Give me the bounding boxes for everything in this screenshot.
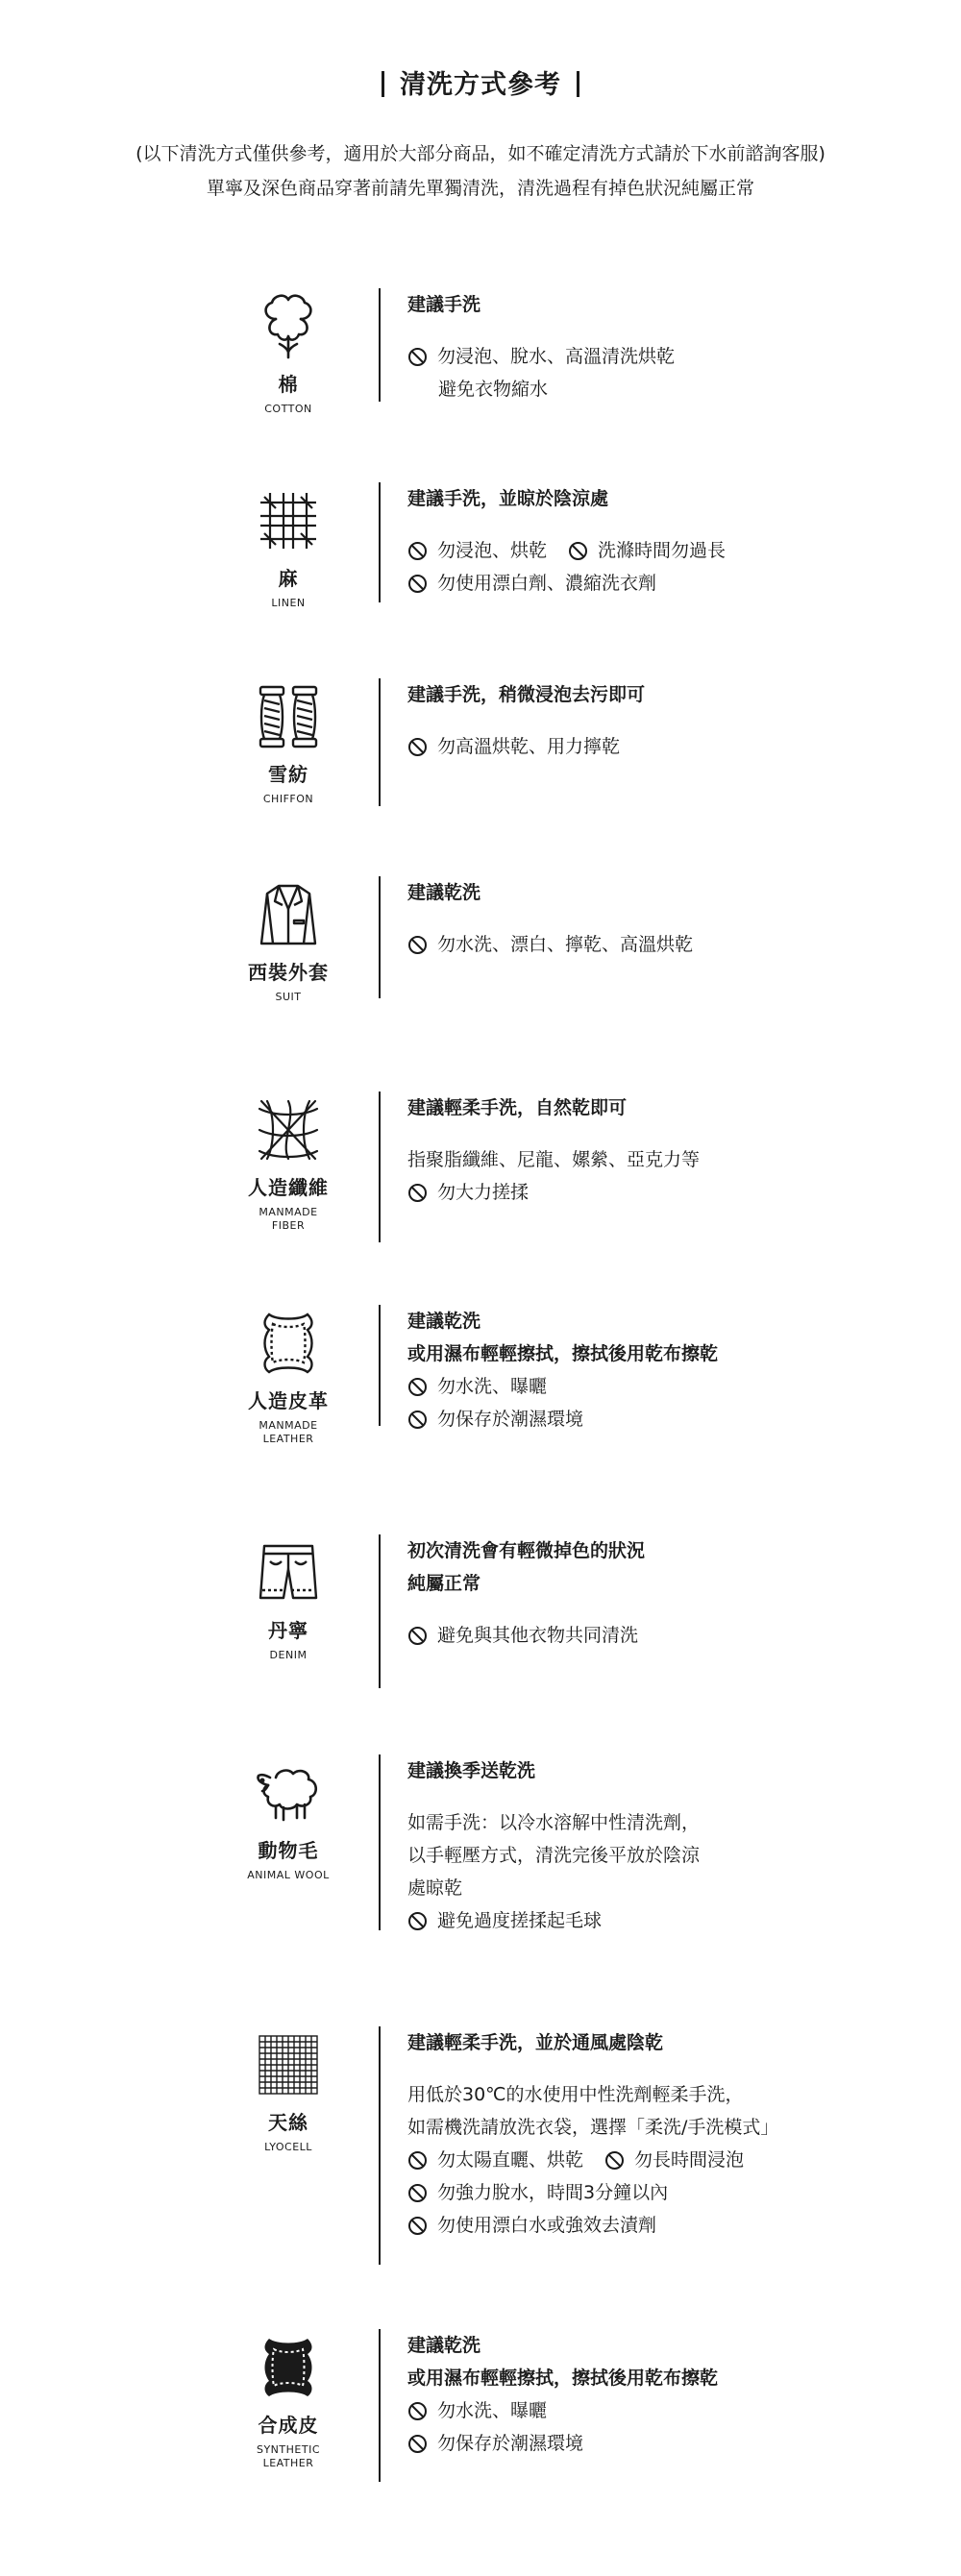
- divider-line: [379, 288, 381, 402]
- care-heading: 初次清洗會有輕微掉色的狀況: [407, 1540, 646, 1561]
- prohibition-text: 避免過度搓揉起毛球: [437, 1910, 603, 1931]
- prohibition-item: [407, 2209, 656, 2242]
- material-section: [0, 288, 961, 415]
- prohibition-line: [407, 567, 907, 600]
- prohibited-icon: [407, 541, 428, 561]
- leather-hide-icon: [250, 1305, 327, 1382]
- divider-line: [379, 2026, 381, 2265]
- material-section: [0, 1754, 961, 1930]
- material-section: [0, 678, 961, 806]
- intro-line: (以下清洗方式僅供參考，適用於大部分商品，如不確定清洗方式請於下水前諮詢客服): [136, 143, 825, 164]
- material-name-en-line: DENIM: [269, 1649, 308, 1661]
- care-heading: 建議乾洗: [407, 1311, 481, 1332]
- material-name-en: [271, 597, 305, 610]
- prohibition-text: 勿水洗、曝曬: [437, 2400, 548, 2421]
- care-instructions: [407, 288, 907, 405]
- prohibition-text: 勿浸泡、烘乾: [437, 540, 548, 561]
- spacer: [407, 1787, 907, 1806]
- care-instructions: [407, 1754, 907, 1937]
- care-instructions: [407, 2026, 907, 2242]
- prohibited-icon: [407, 347, 428, 367]
- divider-line: [379, 876, 381, 998]
- prohibition-item: [407, 1619, 638, 1652]
- divider-line: [379, 2329, 381, 2482]
- divider-line: [379, 482, 381, 602]
- synthetic-leather-icon: [250, 2329, 327, 2406]
- prohibition-item: [407, 1403, 583, 1435]
- prohibition-line: [407, 2427, 907, 2460]
- prohibition-text: 避免與其他衣物共同清洗: [437, 1625, 639, 1646]
- care-heading: 建議換季送乾洗: [407, 1760, 536, 1781]
- spacer: [407, 515, 907, 534]
- material-name-en: [247, 1869, 329, 1882]
- prohibition-line: [407, 928, 907, 961]
- material-name-en-line: FIBER: [271, 1219, 306, 1232]
- care-heading: 建議手洗: [407, 294, 481, 315]
- prohibition-text: 勿保存於潮濕環境: [437, 1409, 584, 1430]
- prohibition-text: 勿太陽直曬、烘乾: [437, 2149, 584, 2171]
- prohibition-line: [407, 1619, 907, 1652]
- material-name-en: [264, 2141, 312, 2154]
- care-text: 如需機洗請放洗衣袋，選擇「柔洗/手洗模式」: [407, 2117, 779, 2138]
- care-heading: 建議輕柔手洗，並於通風處陰乾: [407, 2032, 664, 2053]
- intro: [0, 136, 961, 206]
- page-title-text: 清洗方式參考: [400, 70, 561, 100]
- prohibition-text: 勿水洗、漂白、擰乾、高溫烘乾: [437, 934, 694, 955]
- material-icon-column: [221, 288, 356, 416]
- chiffon-thread-icon: [250, 678, 327, 755]
- material-name-en: [264, 403, 311, 416]
- prohibition-item: [407, 928, 693, 961]
- care-heading: 建議乾洗: [407, 882, 481, 903]
- prohibited-icon: [407, 2183, 428, 2203]
- prohibition-item: [604, 2144, 744, 2176]
- prohibition-item: [407, 2394, 547, 2427]
- material-name-en-line: MANMADE: [259, 1419, 318, 1432]
- divider-line: [379, 1305, 381, 1426]
- prohibition-line: [407, 730, 907, 763]
- material-name: 丹寧: [268, 1619, 308, 1642]
- care-text: 指聚脂纖維、尼龍、嫘縈、亞克力等: [407, 1149, 701, 1170]
- material-name-en-line: LEATHER: [262, 1433, 314, 1445]
- prohibition-line: [407, 1904, 907, 1937]
- prohibition-text: 勿保存於潮濕環境: [437, 2433, 584, 2454]
- care-instructions: [407, 1534, 907, 1652]
- material-name-en-line: SUIT: [275, 991, 302, 1003]
- material-name-en-line: MANMADE: [259, 1206, 318, 1218]
- material-name: 人造纖維: [248, 1176, 329, 1199]
- material-name-en: [270, 1649, 308, 1662]
- care-heading: 建議輕柔手洗，自然乾即可: [407, 1097, 628, 1118]
- care-text: 如需手洗：以冷水溶解中性清洗劑，: [407, 1812, 701, 1833]
- prohibited-icon: [604, 2150, 625, 2171]
- prohibition-text: 勿高溫烘乾、用力擰乾: [437, 736, 621, 757]
- prohibition-text: 勿使用漂白水或強效去漬劑: [437, 2215, 657, 2236]
- linen-icon: [250, 482, 327, 559]
- prohibition-text: 洗滌時間勿過長: [598, 540, 727, 561]
- material-icon-column: [221, 1534, 356, 1662]
- care-instructions: [407, 2329, 907, 2460]
- material-section: [0, 1092, 961, 1242]
- divider-line: [379, 1754, 381, 1930]
- prohibition-item: [407, 567, 656, 600]
- prohibited-icon: [407, 935, 428, 955]
- care-text: 以手輕壓方式，清洗完後平放於陰涼: [407, 1845, 701, 1866]
- care-instructions: [407, 1092, 907, 1209]
- material-name-en-line: ANIMAL WOOL: [247, 1869, 330, 1881]
- material-name-en-line: LINEN: [271, 597, 306, 609]
- prohibition-item: [407, 2427, 583, 2460]
- prohibition-text: 勿浸泡、脫水、高溫清洗烘乾: [437, 346, 676, 367]
- prohibition-item: [407, 2176, 668, 2209]
- prohibited-icon: [407, 2150, 428, 2171]
- material-name: 棉: [278, 373, 299, 396]
- prohibition-line: [407, 2209, 907, 2242]
- care-instructions: [407, 482, 907, 600]
- material-icon-column: [221, 678, 356, 806]
- care-text: 避免衣物縮水: [438, 379, 549, 400]
- prohibited-icon: [407, 1626, 428, 1646]
- material-name: 人造皮革: [248, 1389, 329, 1412]
- prohibited-icon: [407, 2434, 428, 2454]
- material-name: 雪紡: [268, 763, 308, 786]
- prohibition-item: [407, 1176, 529, 1209]
- material-icon-column: [221, 2026, 356, 2154]
- care-heading: 或用濕布輕輕擦拭，擦拭後用乾布擦乾: [407, 1343, 719, 1364]
- material-icon-column: [221, 876, 356, 1004]
- prohibition-item: [407, 534, 547, 567]
- material-icon-column: [221, 2329, 356, 2470]
- material-icon-column: [221, 1754, 356, 1882]
- spacer: [407, 321, 907, 340]
- lyocell-weave-icon: [250, 2026, 327, 2103]
- care-heading: 建議乾洗: [407, 2335, 481, 2356]
- care-instructions: [407, 678, 907, 763]
- prohibition-item: [568, 534, 726, 567]
- material-name-en: [263, 793, 313, 806]
- care-instructions: [407, 876, 907, 961]
- prohibited-icon: [407, 2216, 428, 2236]
- prohibition-line: [407, 534, 907, 567]
- prohibition-item: [407, 1904, 602, 1937]
- material-icon-column: [221, 482, 356, 610]
- material-name-en-line: LYOCELL: [264, 2141, 312, 2153]
- fiber-icon: [250, 1092, 327, 1168]
- prohibited-icon: [407, 1911, 428, 1931]
- material-name-en: [276, 991, 302, 1004]
- spacer: [407, 2059, 907, 2078]
- material-name-en: [259, 1419, 317, 1446]
- material-icon-column: [221, 1305, 356, 1446]
- care-instructions: [407, 1305, 907, 1435]
- prohibited-icon: [407, 737, 428, 757]
- prohibition-item: [407, 2144, 583, 2176]
- divider-line: [379, 678, 381, 806]
- material-name-en: [257, 2443, 320, 2470]
- material-section: [0, 482, 961, 609]
- material-name-en-line: LEATHER: [262, 2457, 314, 2469]
- prohibition-line: [407, 2176, 907, 2209]
- prohibition-line: [407, 1370, 907, 1403]
- care-heading: 建議手洗，稍微浸泡去污即可: [407, 684, 646, 705]
- title-bar-right: [577, 71, 579, 97]
- spacer: [407, 711, 907, 730]
- care-heading: 建議手洗，並晾於陰涼處: [407, 488, 609, 509]
- prohibited-icon: [568, 541, 588, 561]
- prohibited-icon: [407, 1183, 428, 1203]
- material-name-en-line: SYNTHETIC: [256, 2443, 320, 2456]
- material-name: 天絲: [268, 2111, 308, 2134]
- title-bar-left: [382, 71, 384, 97]
- prohibition-text: 勿使用漂白劑、濃縮洗衣劑: [437, 573, 657, 594]
- material-section: [0, 876, 961, 1003]
- material-name: 西裝外套: [248, 961, 329, 984]
- material-section: [0, 1305, 961, 1445]
- suit-icon: [250, 876, 327, 953]
- prohibition-line: [407, 2144, 907, 2176]
- material-name-en: [259, 1206, 317, 1233]
- care-text: 用低於30℃的水使用中性洗劑輕柔手洗，: [407, 2084, 744, 2105]
- prohibition-text: 勿大力搓揉: [437, 1182, 530, 1203]
- prohibition-item: [407, 340, 675, 373]
- prohibition-line: [407, 2394, 907, 2427]
- prohibited-icon: [407, 2401, 428, 2421]
- prohibited-icon: [407, 1377, 428, 1397]
- page-title: [0, 63, 961, 101]
- material-name-en-line: CHIFFON: [262, 793, 314, 805]
- material-name: 動物毛: [258, 1839, 319, 1862]
- spacer: [407, 1124, 907, 1143]
- divider-line: [379, 1534, 381, 1688]
- material-name: 合成皮: [258, 2414, 319, 2437]
- prohibition-line: [407, 1176, 907, 1209]
- prohibition-line: [407, 340, 907, 373]
- prohibition-text: 勿長時間浸泡: [634, 2149, 745, 2171]
- material-name-en-line: COTTON: [264, 403, 312, 415]
- care-heading: 或用濕布輕輕擦拭，擦拭後用乾布擦乾: [407, 2367, 719, 2389]
- material-section: [0, 1534, 961, 1688]
- prohibition-item: [407, 730, 620, 763]
- prohibition-item: [407, 1370, 547, 1403]
- material-section: [0, 2329, 961, 2482]
- prohibited-icon: [407, 574, 428, 594]
- material-section: [0, 2026, 961, 2265]
- denim-shorts-icon: [250, 1534, 327, 1611]
- cotton-icon: [250, 288, 327, 365]
- care-heading: 純屬正常: [407, 1573, 481, 1594]
- sheep-icon: [250, 1754, 327, 1831]
- prohibition-text: 勿強力脫水，時間3分鐘以內: [437, 2182, 669, 2203]
- intro-line: 單寧及深色商品穿著前請先單獨清洗，清洗過程有掉色狀況純屬正常: [206, 178, 754, 199]
- prohibition-text: 勿水洗、曝曬: [437, 1376, 548, 1397]
- prohibition-line: [407, 1403, 907, 1435]
- material-icon-column: [221, 1092, 356, 1233]
- material-name: 麻: [278, 567, 299, 590]
- divider-line: [379, 1092, 381, 1242]
- prohibited-icon: [407, 1410, 428, 1430]
- spacer: [407, 909, 907, 928]
- care-text: 處晾乾: [407, 1877, 463, 1899]
- spacer: [407, 1600, 907, 1619]
